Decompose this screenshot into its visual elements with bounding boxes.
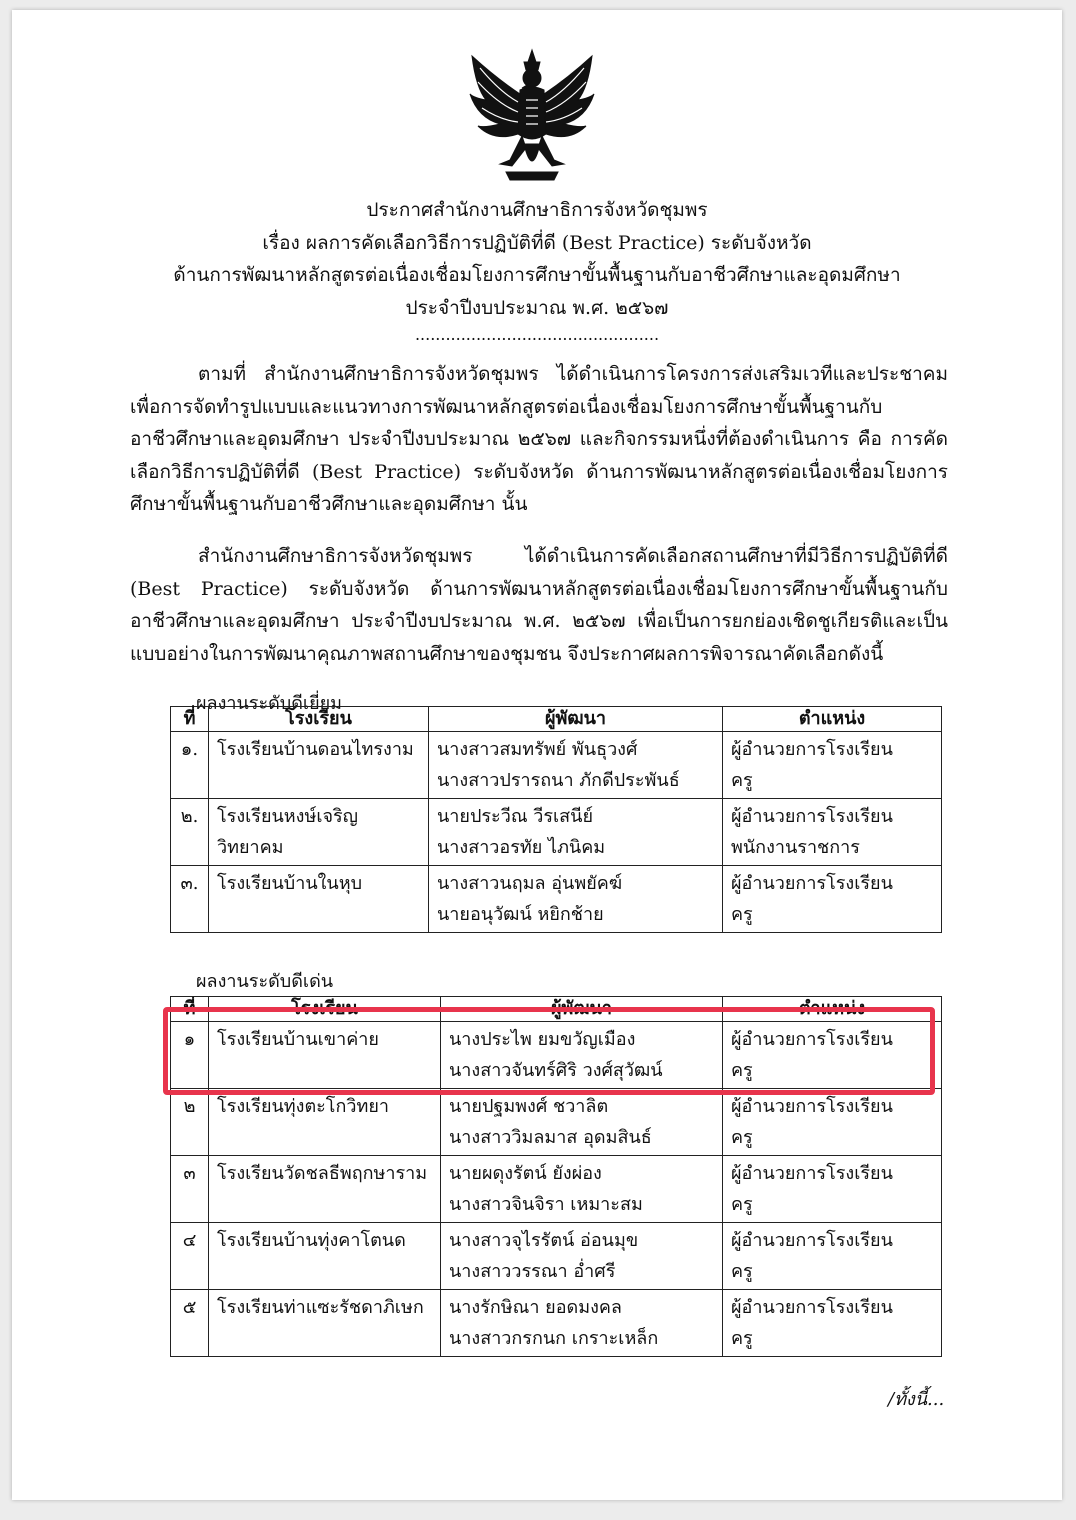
position-title: ครู xyxy=(731,1194,753,1215)
row-number: ๓. xyxy=(171,866,209,933)
developer-name: นางสาวจุไรรัตน์ อ่อนมุข xyxy=(449,1230,639,1251)
developer-cell xyxy=(441,1223,723,1290)
table-row xyxy=(171,732,942,799)
row-number: ๒ xyxy=(171,1089,209,1156)
table-row xyxy=(171,1089,942,1156)
col-header-school: โรงเรียน xyxy=(209,707,429,732)
heading-divider: ................................................ xyxy=(414,325,660,344)
col-header-developer: ผู้พัฒนา xyxy=(429,707,723,732)
highlight-box xyxy=(163,1007,935,1095)
position-title: ผู้อำนวยการโรงเรียน xyxy=(731,1163,893,1184)
paragraph-1: ตามที่ สำนักงานศึกษาธิการจังหวัดชุมพร ได้ดำเนินการโครงการส่งเสริมเวทีและประชาคมเพื่อการจัดทำรูปแบบและแนวทางการพัฒนาหลักสูตรต่อเนื่องเชื่อมโยงการศึกษาขั้นพื้นฐานกับอาชีวศึกษาและอุดมศึกษา ประจำปีงบประมาณ ๒๕๖๗ และกิจกรรมหนึ่งที่ต้องดำเนินการ คือ การคัดเลือกวิธีการปฏิบัติที่ดี (Best Practice) ระดับจังหวัด ด้านการพัฒนาหลักสูตรต่อเนื่องเชื่อมโยงการศึกษาขั้นพื้นฐานกับอาชีวศึกษาและอุดมศึกษา นั้น xyxy=(130,363,948,516)
row-number: ๒. xyxy=(171,799,209,866)
developer-name: นางสาวกรกนก เกราะเหล็ก xyxy=(449,1328,659,1349)
heading-line-4: ประจำปีงบประมาณ พ.ศ. ๒๕๖๗ xyxy=(405,296,669,319)
row-number: ๓ xyxy=(171,1156,209,1223)
school-name: โรงเรียนหงษ์เจริญ xyxy=(217,806,359,827)
position-title: ครู xyxy=(731,1060,753,1081)
table-row xyxy=(171,866,942,933)
developer-name: นางรักษิณา ยอดมงคล xyxy=(449,1297,622,1318)
position-title: ผู้อำนวยการโรงเรียน xyxy=(731,1230,893,1251)
school-cell xyxy=(209,1290,441,1357)
table-header-row xyxy=(171,707,942,732)
excellent-level-label: ผลงานระดับดีเยี่ยม xyxy=(196,693,343,714)
developer-name: นายปฐมพงศ์ ชวาลิต xyxy=(449,1096,609,1117)
paragraph-2: สำนักงานศึกษาธิการจังหวัดชุมพร ได้ดำเนินการคัดเลือกสถานศึกษาที่มีวิธีการปฏิบัติที่ดี (Best Practice) ระดับจังหวัด ด้านการพัฒนาหลักสูตรต่อเนื่องเชื่อมโยงการศึกษาขั้นพื้นฐานกับอาชีวศึกษาและอุดมศึกษา ประจำปีงบประมาณ พ.ศ. ๒๕๖๗ เพื่อเป็นการยกย่องเชิดชูเกียรติและเป็นแบบอย่างในการพัฒนาคุณภาพสถานศึกษาของชุมชน จึงประกาศผลการพิจารณาคัดเลือกดังนี้ xyxy=(130,545,948,665)
developer-cell xyxy=(429,866,723,933)
developer-name: นายผดุงรัตน์ ยังผ่อง xyxy=(449,1163,602,1184)
position-cell xyxy=(723,1223,942,1290)
developer-name: นางประไพ ยมขวัญเมือง xyxy=(449,1029,636,1050)
heading-line-2: เรื่อง ผลการคัดเลือกวิธีการปฏิบัติที่ดี (Best Practice) ระดับจังหวัด xyxy=(262,231,812,254)
announcement-heading xyxy=(72,194,1002,346)
position-title: ครู xyxy=(731,770,753,791)
developer-cell xyxy=(441,1156,723,1223)
position-cell xyxy=(723,1290,942,1357)
position-cell xyxy=(723,1156,942,1223)
developer-name: นางสาววรรณา อ่ำศรี xyxy=(449,1261,616,1282)
developer-name: นางสาวอรทัย ไภนิคม xyxy=(437,837,606,858)
row-number: ๑ xyxy=(171,1022,209,1089)
position-title: ผู้อำนวยการโรงเรียน xyxy=(731,1096,893,1117)
continued-marker: /ทั้งนี้... xyxy=(888,1389,945,1410)
developer-name: นายประวีณ วีรเสนีย์ xyxy=(437,806,594,827)
position-cell xyxy=(723,799,942,866)
developer-cell xyxy=(441,1290,723,1357)
position-title: ผู้อำนวยการโรงเรียน xyxy=(731,1029,893,1050)
school-name: โรงเรียนบ้านดอนไทรงาม xyxy=(217,739,414,760)
school-name: โรงเรียนบ้านในหุบ xyxy=(217,873,363,894)
position-title: ผู้อำนวยการโรงเรียน xyxy=(731,873,893,894)
position-title: ครู xyxy=(731,1127,753,1148)
position-title: ครู xyxy=(731,1261,753,1282)
school-name: โรงเรียนวัดชลธีพฤกษาราม xyxy=(217,1163,428,1184)
school-cell xyxy=(209,1223,441,1290)
position-title: พนักงานราชการ xyxy=(731,837,860,858)
position-cell xyxy=(723,866,942,933)
heading-line-3: ด้านการพัฒนาหลักสูตรต่อเนื่องเชื่อมโยงการศึกษาขั้นพื้นฐานกับอาชีวศึกษาและอุดมศึกษา xyxy=(173,264,901,286)
col-header-no: ที่ xyxy=(171,707,209,732)
developer-name: นางสาวสมทรัพย์ พันธุวงศ์ xyxy=(437,739,638,760)
table-row xyxy=(171,1156,942,1223)
school-cell xyxy=(209,866,429,933)
school-name: โรงเรียนทุ่งตะโกวิทยา xyxy=(217,1096,390,1117)
col-header-developer: ผู้พัฒนา xyxy=(441,997,723,1022)
school-name: โรงเรียนบ้านเขาค่าย xyxy=(217,1029,379,1050)
garuda-emblem-icon xyxy=(466,48,598,188)
row-number: ๔ xyxy=(171,1223,209,1290)
school-name: โรงเรียนบ้านทุ่งคาโตนด xyxy=(217,1230,406,1251)
col-header-no: ที่ xyxy=(171,997,209,1022)
document-page xyxy=(12,10,1062,1500)
excellent-results-table xyxy=(170,706,942,933)
school-cell xyxy=(209,732,429,799)
position-title: ครู xyxy=(731,1328,753,1349)
heading-line-1: ประกาศสำนักงานศึกษาธิการจังหวัดชุมพร xyxy=(366,199,708,221)
developer-name: นางสาวนฤมล อุ่นพยัคฆ์ xyxy=(437,873,623,894)
position-title: ผู้อำนวยการโรงเรียน xyxy=(731,1297,893,1318)
school-name: โรงเรียนท่าแซะรัชดาภิเษก xyxy=(217,1297,424,1318)
col-header-position: ตำแหน่ง xyxy=(723,997,942,1022)
developer-name: นายอนุวัฒน์ หยิกช้าย xyxy=(437,904,604,925)
developer-name: นางสาวปรารถนา ภักดีประพันธ์ xyxy=(437,770,680,791)
school-cell xyxy=(209,1156,441,1223)
col-header-school: โรงเรียน xyxy=(209,997,441,1022)
col-header-position: ตำแหน่ง xyxy=(723,707,942,732)
row-number: ๑. xyxy=(171,732,209,799)
table-row xyxy=(171,1290,942,1357)
school-cell xyxy=(209,1089,441,1156)
position-title: ผู้อำนวยการโรงเรียน xyxy=(731,806,893,827)
developer-name: นางสาวจันทร์ศิริ วงศ์สุวัฒน์ xyxy=(449,1060,663,1081)
developer-cell xyxy=(441,1089,723,1156)
position-cell xyxy=(723,1089,942,1156)
table-row xyxy=(171,1223,942,1290)
developer-name: นางสาวจินจิรา เหมาะสม xyxy=(449,1194,643,1215)
row-number: ๕ xyxy=(171,1290,209,1357)
developer-cell xyxy=(429,732,723,799)
position-title: ผู้อำนวยการโรงเรียน xyxy=(731,739,893,760)
table-row xyxy=(171,799,942,866)
school-name: วิทยาคม xyxy=(217,837,284,858)
developer-name: นางสาววิมลมาส อุดมสินธ์ xyxy=(449,1127,652,1148)
position-cell xyxy=(723,732,942,799)
school-cell xyxy=(209,799,429,866)
position-title: ครู xyxy=(731,904,753,925)
outstanding-level-label: ผลงานระดับดีเด่น xyxy=(196,971,334,992)
developer-cell xyxy=(429,799,723,866)
